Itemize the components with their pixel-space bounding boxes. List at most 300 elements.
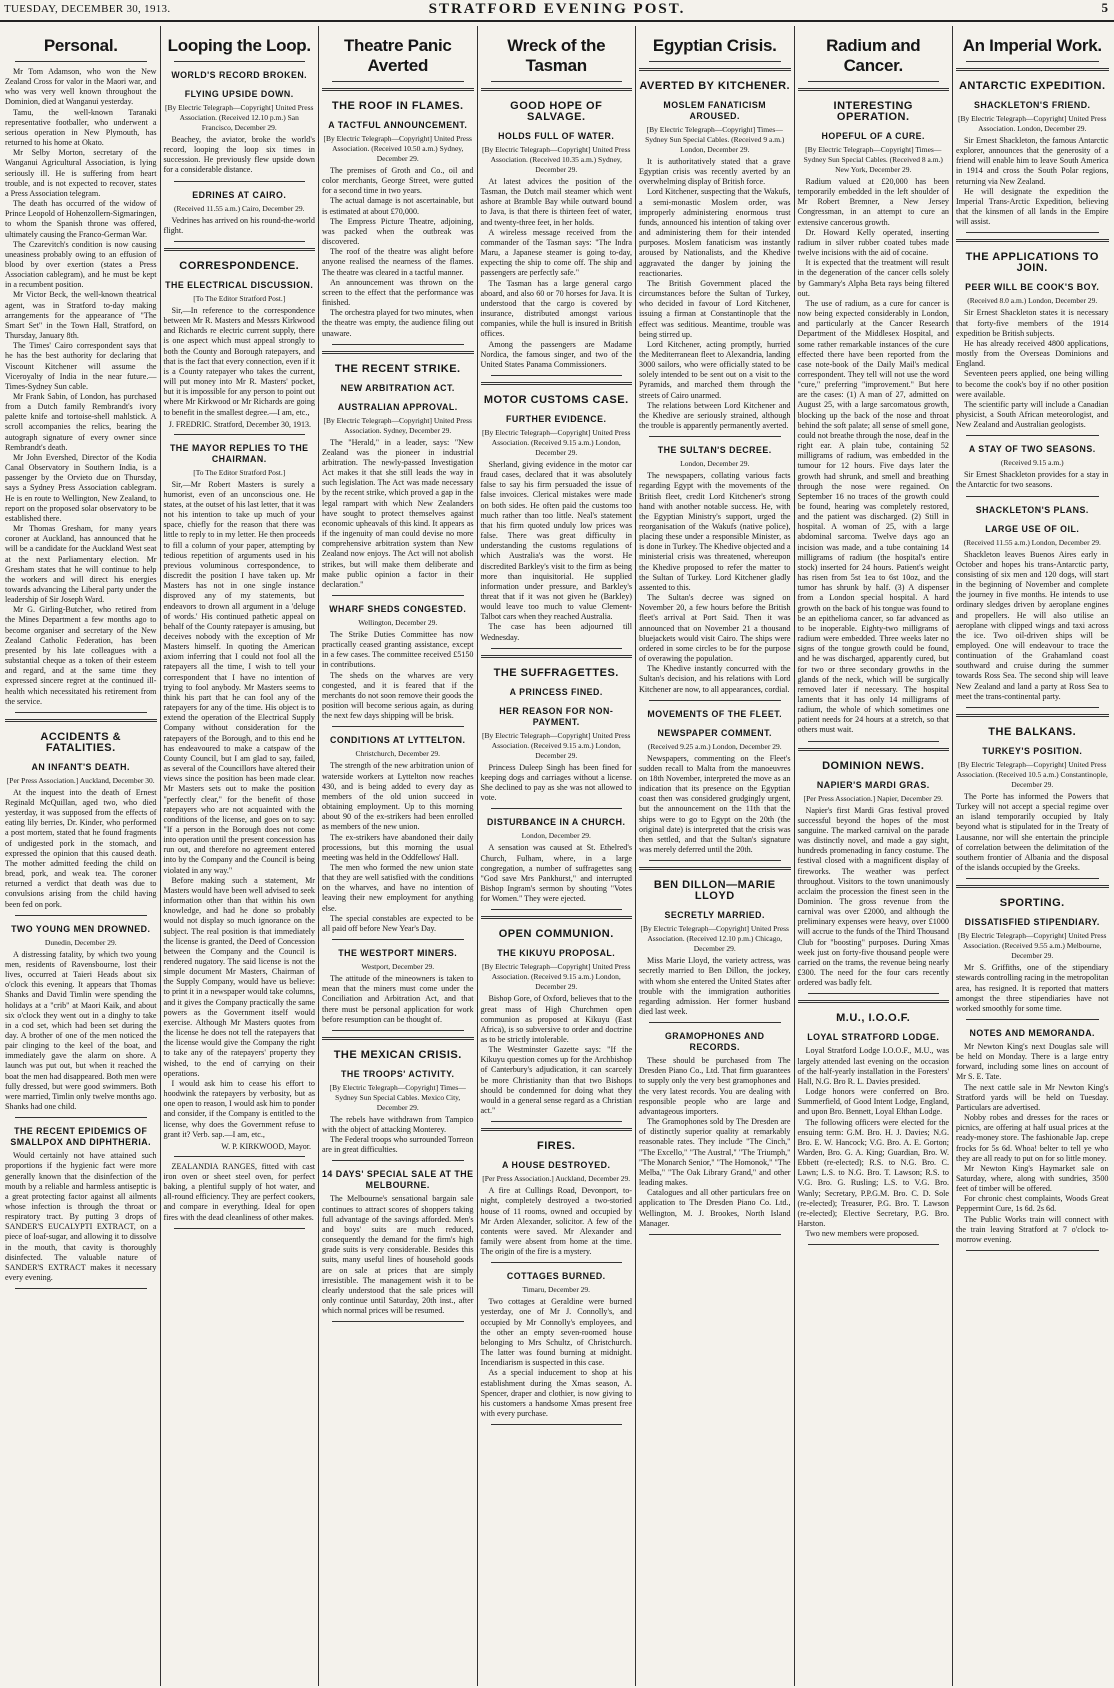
column-heading: Egyptian Crisis. xyxy=(652,36,777,55)
news-story xyxy=(956,917,1109,1020)
dateline: [By Electric Telegraph—Copyright] United Press Association. (Received 9.15 a.m.) London, December 29. xyxy=(482,730,631,760)
divider xyxy=(649,61,781,62)
news-story xyxy=(322,402,474,596)
divider xyxy=(491,1424,623,1425)
dateline: [By Electric Telegraph—Copyright] Times—Sydney Sun Special Cables. (Received 9 a.m.) London, December 29. xyxy=(645,125,785,154)
paragraph: For chronic chest complaints, Woods Great Peppermint Cure, 1s 6d. 2s 6d. xyxy=(956,1194,1109,1214)
story-headline: FIRES. xyxy=(537,1140,576,1153)
news-story xyxy=(639,728,791,862)
divider xyxy=(649,1234,781,1235)
paragraph: A distressing fatality, by which two young men, residents of Ravensbourne, lost their lives, occurred at Taieri Heads about six o'clock this evening. It appears that Thomas Shanks and David Timlin were spending the holidays at a "crib" at Maori Kaik, and about six o'clock they went out in a dinghy to take in a cod set, which had been set during the day. A brother of one of the men noticed the pair clinging to the keel of the boat, and immediately gave the alarm on shore. A launch was put out, but when it reached the boat the men had disappeared. Both men were fully dressed, but were good swimmers. Both were married, Timlin only twelve months ago. Shanks had one child. xyxy=(5,949,157,1112)
paragraph: The British Government placed the circumstances before the Sultan of Turkey, who decided in favour of Lord Kitchener, issuing a firman at Constantinople that the effect was seditious. Meantime, trouble was being stirred up. xyxy=(639,278,791,339)
divider xyxy=(332,344,464,345)
paragraph: The following officers were elected for the ensuing term: G.M. Bro. H. J. Davies; N.G. Bro. E. W. Hancock; V.G. Bro. A. E. Gorton; Warden, Bro. G. A. King; Guardian, Bro. W. Ebbett (re-elected); R.S. to N.G. Bro. C. Lawn; L.S. to N.G. Bro. T. Lawson; R.S. to V.G. Bro. G. Rusling; L.S. to V.G. Bro. Wanly; Secretary, P.P.G.M. Bro. C. D. Sole (re-elected); Treasurer, P.G. Bro. T. Lawson (re-elected); Elective Secretary, P.G. Bro. Harston. xyxy=(797,1117,949,1229)
news-story xyxy=(481,817,633,910)
paragraph: Mr Frank Sabin, of London, has purchased from a Dutch family Rembrandt's ivory palette knife and tortoise-shell mahlstick. A scroll accompanies the relics, bearing the autograph signature of every owner since Rembrandt's death. xyxy=(5,392,157,452)
story-headline: THE ELECTRICAL DISCUSSION. xyxy=(165,279,314,290)
paragraph: Sir Ernest Shackleton, the famous Antarctic explorer, announces that the generosity of a friend will enable him to leave South America in 1914 and cross the South Polar regions, returning via New Zealand. xyxy=(956,136,1109,186)
divider xyxy=(639,867,791,870)
paragraph: Lord Kitchener, suspecting that the Wakufs, a semi-monastic Moslem order, was improperly administering enormous trust funds, announced his intention of taking over and administering them for their intended purposes. Moslem fanaticism was instantly aroused by Nationalists, and the Khedive aggravated the danger by joining the reactionaries. xyxy=(639,187,791,278)
divider xyxy=(481,916,633,919)
news-story xyxy=(164,1162,316,1229)
dateline: [By Electric Telegraph—Copyright] United Press Association. (Received 9.55 a.m.) Melbourne, December 29. xyxy=(958,931,1107,961)
divider xyxy=(798,1000,950,1003)
story-headline: BEN DILLON—MARIE LLOYD xyxy=(653,879,776,903)
news-story xyxy=(164,443,316,1157)
paragraph: Nobby robes and dresses for the races or picnics, are offering at half usual prices at the ready-money store. The fashionable Jap. crepe frocks for 5s 6d. Whoa! belter to tell ye who they are all ready to put on for so little money. xyxy=(956,1113,1109,1163)
news-story xyxy=(164,89,316,182)
news-story xyxy=(956,1028,1109,1251)
divider xyxy=(332,1321,464,1322)
paragraph: ZEALANDIA RANGES, fitted with cast iron oven or sheet steel oven, for perfect baking, a plentiful supply of hot water, and all-round efficiency. They are perfect cookers, and compare in everything. Ideal for open fires with the dead cleanliness of other makes. xyxy=(163,1161,315,1222)
paragraph: A wireless message received from the commander of the Tasman says: "The Indra Maru, a Japanese steamer is going to-day, expecting the ship to come off. The ship and passengers are perfectly safe." xyxy=(480,227,632,278)
paragraph: Napier's first Mardi Gras festival proved successful beyond the hopes of the most sanguine. The marked carnival on the parade was distinctly novel, and made a gay sight, hundreds promenading in fancy costume. The festival closed with a magnificent display of fireworks. The weather was perfect throughout. Visitors to the town unanimously acclaim the procession the finest seen in the Dominion. The gross revenue from the carnival was over £2000, and although the preliminary expenses were heavy, over £1000 will accrue to the funds of the Third Thousand Club for "boosting" purposes. During Xmas week just on forty-five thousand people were carried on the trams, the revenue being nearly £300. The need for the four cars recently ordered was badly felt. xyxy=(797,805,949,988)
story-headline: A TACTFUL ANNOUNCEMENT. xyxy=(328,120,468,130)
divider xyxy=(332,939,464,940)
paragraph: The premises of Groth and Co., oil and color merchants, George Street, were gutted for a second time in two years. xyxy=(322,166,474,196)
dateline: [By Electric Telegraph—Copyright] United Press Association. (Received 10.50 a.m.) Sydney, December 29. xyxy=(323,134,472,163)
news-story xyxy=(639,100,791,437)
story-headline: THE SULTAN'S DECREE. xyxy=(657,445,772,456)
column-heading: Wreck of the Tasman xyxy=(507,36,606,75)
paragraph: The "Herald," in a leader, says: "New Zealand was the pioneer in industrial arbitration. The newly-passed Investigation Act makes it that she still leads the way in such legislation. The Act was made necessary by the recent strike, which proved a gap in the legal rampart with which New Zealanders have sought to protect themselves against economic upheavals of this kind. It appears as if the ingenuity of man could devise no more comprehensive arbitration system than New Zealand now enjoys. The Act will not abolish strikes, but will make them deliberate and make public opinion a factor in their declaration." xyxy=(322,437,474,589)
paragraph: Sherland, giving evidence in the motor car fraud cases, declared that it was absolutely false to say his firm persuaded the issue of false invoices. Clerical mistakes were made on both sides. He often paid the customs too much rather than too little. Neal's statement that his firm quoted unduly low prices was false. There was great difficulty in understanding the customs regulations of which Australia's was the worst. He discredited Barkley's visit to the firm as being more than inquisitorial. He supplied information under pressure, and Barkley's threat that if it was not given he (Barkley) would leave too much to value Clement-Talbot cars when they reached Australia. xyxy=(480,459,632,622)
story-headline: SHACKLETON'S PLANS. xyxy=(975,504,1089,515)
news-story xyxy=(481,88,633,123)
story-headline: WORLD'S RECORD BROKEN. xyxy=(171,70,308,80)
news-story xyxy=(956,885,1109,909)
paragraph: The attitude of the mineowners is taken to mean that the miners must come under the Conciliation and Arbitration Act, and that there must be personal application for work before resumption can be thought of. xyxy=(322,974,474,1024)
divider xyxy=(332,81,464,82)
divider xyxy=(174,434,306,435)
dateline: (Received 8.0 a.m.) London, December 29. xyxy=(967,296,1098,306)
divider xyxy=(491,648,623,649)
columns-container xyxy=(2,26,1112,1686)
dateline: Timaru, December 29. xyxy=(522,1285,591,1295)
paragraph: The rebels have withdrawn from Tampico with the object of attacking Monterey. xyxy=(322,1114,474,1134)
paragraph: The men who formed the new union state that they are well satisfied with the conditions on the wharves, and have no intention of leaving their new employment for anything else. xyxy=(322,862,474,913)
story-headline: ANTARCTIC EXPEDITION. xyxy=(958,80,1106,92)
story-headline: DISTURBANCE IN A CHURCH. xyxy=(487,817,626,828)
news-story xyxy=(164,190,316,242)
dateline: Wellington, December 29. xyxy=(358,618,438,627)
story-headline: NEWSPAPER COMMENT. xyxy=(657,727,772,738)
paragraph: Mr John Evershed, Director of the Kodia Canal Observatory in Southern India, is a passenger by the Orvieto due on Thursday, says a Sydney Press Association cablegram. He is en route to Wellington, New Zealand, to report on the proposed solar observatory to be established there. xyxy=(5,452,157,523)
news-story xyxy=(956,444,1109,496)
news-story xyxy=(322,735,474,940)
paragraph: The Sultan's decree was signed on November 20, a few hours before the British fleet's arrival at Port Said. Then it was announced that on November 21 a thousand bluejackets would visit Cairo. The ships were ordered in some circles to be for the purpose of overawing the population. xyxy=(639,593,791,664)
dateline: Westport, December 29. xyxy=(361,962,435,972)
divider xyxy=(164,248,316,251)
story-headline: CORRESPONDENCE. xyxy=(179,259,300,272)
news-story xyxy=(481,655,633,679)
news-story xyxy=(956,524,1109,708)
story-headline: M.U., I.O.O.F. xyxy=(836,1012,911,1025)
story-headline: FLYING UPSIDE DOWN. xyxy=(184,89,294,99)
news-story xyxy=(481,1160,633,1263)
news-column xyxy=(2,26,161,1686)
story-headline: INTERESTING OPERATION. xyxy=(833,100,913,123)
signature: J. FREDRIC. Stratford, December 30, 1913. xyxy=(168,419,311,429)
news-story xyxy=(481,131,633,376)
paragraph: Miss Marie Lloyd, the variety actress, was secretly married to Ben Dillon, the jockey, with whom she entered the United States after trouble with the immigration authorities regarding admission. Her former husband died last week. xyxy=(639,956,791,1016)
news-story xyxy=(164,280,316,435)
story-headline: THE APPLICATIONS TO JOIN. xyxy=(965,251,1099,275)
divider xyxy=(15,712,147,713)
story-headline: HER REASON FOR NON-PAYMENT. xyxy=(499,705,614,727)
paragraph: An announcement was thrown on the screen to the effect that the performance was finished. xyxy=(322,277,474,308)
paragraph: The Westminster Gazette says: "If the Kikuyu question comes up for the Archbishop of Canterbury's adjudication, it can scarcely be more Christianity than that two Bishops should be condemned for doing what they would in a general sense regard as a Christian act." xyxy=(480,1045,632,1116)
divider xyxy=(966,435,1099,436)
divider xyxy=(481,88,633,91)
news-story xyxy=(798,780,950,995)
news-story xyxy=(956,100,1109,233)
dateline: [By Electric Telegraph—Copyright] United Press Association. London, December 29. xyxy=(958,114,1107,133)
story-headline: THE BALKANS. xyxy=(988,725,1077,738)
paragraph: Beachey, the aviator, broke the world's record, looping the loop six times in succession. He previously flew upside down for a considerable distance. xyxy=(163,135,315,175)
story-headline: ACCIDENTS & FATALITIES. xyxy=(40,730,122,754)
paragraph: A sensation was caused at St. Ethelred's Church, Fulham, where, in a large congregation, a number of suffragettes sang "God save Mrs Pankhurst," and interrupted Bishop Ingram's sermon by shouting "Votes for Women." They were ejected. xyxy=(480,843,632,904)
story-headline: A STAY OF TWO SEASONS. xyxy=(968,444,1096,455)
news-story xyxy=(639,709,791,720)
divider xyxy=(966,707,1099,708)
paragraph: Mr Thomas Gresham, for many years coroner at Auckland, has announced that he will be a candidate for the Auckland West seat at the next Parliamentary election. Mr Gresham states that he will continue to help the workers and will direct his energies towards advancing the Liberal party under the leadership of Sir Joseph Ward. xyxy=(5,524,157,605)
paragraph: He has already received 4800 applications, mostly from the Overseas Dominions and England. xyxy=(956,338,1109,369)
divider xyxy=(649,436,781,437)
divider xyxy=(808,1244,940,1245)
news-column xyxy=(636,26,795,1686)
divider xyxy=(966,232,1099,233)
news-story xyxy=(322,1037,474,1061)
paragraph: Loyal Stratford Lodge I.O.O.F., M.U., was largely attended last evening on the occasion of the half-yearly installation in the Foresters' Hall, N.G. Bro R. L. Davies presided. xyxy=(797,1046,949,1086)
dateline: [Per Press Association.] Napier, December 29. xyxy=(803,793,943,803)
paragraph: A fire at Cullings Road, Devonport, to-night, completely destroyed a two-storied house of 11 rooms, owned and occupied by Mr Arden Alexander, solicitor. A few of the contents were saved. Mr Alexander and family were absent from home at the time. The origin of the fire is a mystery. xyxy=(480,1186,632,1257)
divider xyxy=(808,993,940,994)
news-story xyxy=(798,1032,950,1245)
paragraph: Lord Kitchener, acting promptly, hurried the Mediterranean fleet to Alexandria, landing 3000 sailors, who were officially stated to be solely intended to be sent out on a visit to the Pyramids, and marched them through the streets of Cairo unarmed. xyxy=(639,339,791,400)
story-headline: A PRINCESS FINED. xyxy=(509,686,603,697)
paragraph: Seventeen peers applied, one being willing to become the cook's boy if no other position were available. xyxy=(956,369,1109,399)
dateline: [Per Press Association.] Auckland, December 30. xyxy=(6,775,155,785)
paragraph: Mr Victor Beck, the well-known theatrical agent, was in Stratford to-day making arrangements for the appearance of "The Smart Set" in the Town Hall, Stratford, on Thursday, January 8th. xyxy=(5,290,157,341)
divider xyxy=(798,748,950,751)
divider xyxy=(491,808,623,809)
story-headline: THE RECENT STRIKE. xyxy=(334,362,461,375)
dateline: [By Electric Telegraph—Copyright] Times—Sydney Sun Special Cables. (Received 8 a.m.) New York, December 29. xyxy=(803,145,943,174)
news-story xyxy=(639,867,791,902)
news-column xyxy=(953,26,1112,1686)
story-headline: FURTHER EVIDENCE. xyxy=(506,413,607,424)
news-story xyxy=(481,948,633,1122)
news-story xyxy=(639,1031,791,1235)
story-headline: GOOD HOPE OF SALVAGE. xyxy=(510,100,603,123)
paragraph: The death has occurred of the widow of Prince Leopold of Hohenzollern-Sigmaringen, to whom the Spanish throne was offered, ultimately causing the Franco-German War. xyxy=(5,199,157,239)
paragraph: The actual damage is not ascertainable, but is estimated at about £70,000. xyxy=(322,196,474,216)
story-headline: THE TROOPS' ACTIVITY. xyxy=(341,1068,455,1079)
page-number: 5 xyxy=(1101,0,1108,15)
story-headline: AVERTED BY KITCHENER. xyxy=(639,80,791,92)
paragraph: The strength of the new arbitration union of waterside workers at Lyttelton now reaches 430, and is being added to every day as members of the old union succeed in obtaining employment. Up to this morning about 90 of the ex-strikers had been enrolled as members of the new union. xyxy=(322,761,474,832)
paragraph: Lodge honors were conferred on Bro. Summerfield, of Good Intent Lodge, England, and upon Bro. Bennett, Loyal Elthan Lodge. xyxy=(797,1087,949,1117)
dateline: [By Electric Telegraph—Copyright] United Press Association. (Received 10.35 a.m.) Sydney, December 29. xyxy=(482,145,631,174)
paragraph: Dr. Howard Kelly operated, inserting radium in silver rubber coated tubes made twelve incisions with the aid of cocaine. xyxy=(797,227,949,258)
paragraph: It is authoritatively stated that a grave Egyptian crisis was recently averted by an overwhelming display of British force. xyxy=(639,157,791,187)
news-story xyxy=(322,604,474,727)
paragraph: Mr Tom Adamson, who won the New Zealand Cross for valor in the Maori war, and who was very well known throughout the Dominion, died at Wanganui yesterday. xyxy=(5,67,157,107)
news-story xyxy=(164,248,316,272)
divider xyxy=(966,878,1099,879)
story-headline: CONDITIONS AT LYTTELTON. xyxy=(330,735,466,746)
divider xyxy=(174,241,306,242)
paragraph: The Strike Duties Committee has now practically ceased granting assistance, except in a few cases. The committee received £5150 in contributions. xyxy=(322,630,474,670)
story-headline: SHACKLETON'S FRIEND. xyxy=(973,100,1091,110)
news-story xyxy=(956,505,1109,516)
story-headline: THE SUFFRAGETTES. xyxy=(493,666,619,679)
news-story xyxy=(956,714,1109,738)
divider xyxy=(808,81,940,82)
story-headline: THE KIKUYU PROPOSAL. xyxy=(497,948,616,959)
paragraph: At latest advices the position of the Tasman, the Dutch mail steamer which went ashore at Bramble Bay while outward bound to Java, is that there is thirteen feet of water, and twenty-three feet, in her holds. xyxy=(480,177,632,227)
paragraph: The Gramophones sold by The Dresden are of distinctly superior quality at remarkably reasonable rates. They include "The Cinch," "The Excello," "The Austral," "The Triumph," "The Monarch Senior," "The Homonok," "The Melba," "The Oak Library Grand," and other leading makes. xyxy=(639,1117,791,1188)
story-headline: SPORTING. xyxy=(999,897,1065,910)
divider xyxy=(481,382,633,385)
paragraph: The next cattle sale in Mr Newton King's Stratford yards will be held on Tuesday. Particulars are advertised. xyxy=(956,1082,1109,1112)
story-headline: THE MEXICAN CRISIS. xyxy=(333,1048,462,1061)
news-story xyxy=(322,1069,474,1162)
story-headline: THE MAYOR REPLIES TO THE CHAIRMAN. xyxy=(169,442,309,464)
story-headline: MOTOR CUSTOMS CASE. xyxy=(483,393,629,406)
dateline: Dunedin, December 29. xyxy=(44,937,117,947)
divider xyxy=(649,860,781,861)
news-story xyxy=(5,762,157,916)
story-headline: HOLDS FULL OF WATER. xyxy=(498,131,615,141)
paragraph: Radium valued at £20,000 has been temporarily embedded in the left shoulder of Mr Robert Bremner, a New Jersey Congressman, in an attempt to cure an extensive cancerous growth. xyxy=(797,177,949,227)
paragraph: Princess Duleep Singh has been fined for keeping dogs and carriages without a license. She declined to pay as she was not allowed to vote. xyxy=(480,762,632,803)
news-story xyxy=(5,719,157,754)
paragraph: At the inquest into the death of Ernest Reginald McQuillan, aged two, who died yesterday, it was supposed from the effects of eating lily berries, Dr. Kinder, who performed a post mortem, stated that he found fragments of undigested pork in the stomach, and expressed the opinion that this caused death. The mother admitted feeding the child on bread, pork, and weak tea. The coroner returned a verdict that death was due to convulsions arising from the child having been fed on pork. xyxy=(5,787,157,909)
divider xyxy=(15,915,147,916)
divider xyxy=(322,88,474,91)
column-heading: Personal. xyxy=(43,36,118,55)
story-headline: TURKEY'S POSITION. xyxy=(982,745,1083,756)
news-story xyxy=(639,68,791,92)
divider xyxy=(798,88,950,91)
news-column xyxy=(161,26,320,1686)
divider xyxy=(174,181,306,182)
news-story xyxy=(956,239,1109,274)
news-story xyxy=(322,948,474,1031)
story-headline: A HOUSE DESTROYED. xyxy=(502,1160,611,1171)
divider xyxy=(649,1022,781,1023)
news-story xyxy=(5,924,157,1119)
news-story xyxy=(322,351,474,375)
story-headline: AUSTRALIAN APPROVAL. xyxy=(337,401,458,412)
dateline: [Per Press Association.] Auckland, December 29. xyxy=(482,1174,631,1184)
paragraph: The scientific party will include a Canadian physicist, a South African meteorologist, and New Zealand and Australian geologists. xyxy=(956,399,1109,430)
divider xyxy=(15,1117,147,1118)
dateline: [By Electric Telegraph—Copyright] United Press Association. (Received 10.5 a.m.) Constantinople, December 29. xyxy=(956,759,1108,789)
dateline: [To The Editor Stratford Post.] xyxy=(193,293,286,303)
paragraph: The newspapers, collating various facts regarding Egypt with the movements of the British fleet, credit Lord Kitchener's strong hand with another notable success. He, with the Egyptian Ministry's support, urged the reorganisation of the Wakufs (native police), placing these under a responsible Minister, as is done in Turkey. The Khedive objected and a ministerial crisis was threatened, whereupon the Khedive proposed to refer the matter to the Sultan of Turkey. Lord Kitchener gladly assented to this. xyxy=(639,471,791,592)
dateline: [To The Editor Stratford Post.] xyxy=(193,467,286,477)
paragraph: Before making such a statement, Mr Masters would have been well advised to seek information other than that within his own knowledge, and had he done so probably would not display so much ignorance on the subject. The real position is that immediately the license is granted, the Deed of Concession between the Company and the Council is rendered nugatory. The said license is not the simple document Mr Masters, Chairman of the Supply Company, would have us believe: to print it in a newspaper would take columns, and it gives the Company practically the same powers as the Government itself would exercise. Although Mr Masters quotes from the license he does not tell the ratepayers that the license would give the Company the right to take any of the ratepayers' property they wished, to the end of carrying on their operations. xyxy=(163,875,315,1078)
news-story xyxy=(956,68,1109,92)
divider xyxy=(481,655,633,658)
paragraph: The Public Works train will connect with the train leaving Stratford at 7 o'clock to-morrow evening. xyxy=(956,1214,1109,1244)
news-story xyxy=(798,748,950,772)
divider xyxy=(15,61,147,62)
story-headline: AN INFANT'S DEATH. xyxy=(31,761,130,772)
story-headline: OPEN COMMUNION. xyxy=(498,928,614,941)
story-headline: NOTES AND MEMORANDA. xyxy=(969,1027,1095,1038)
paragraph: The case has been adjourned till Wednesday. xyxy=(480,622,632,642)
paragraph: Tamu, the well-known Taranaki representative footballer, who underwent a serious operation in New Plymouth, has returned to his home at Okato. xyxy=(5,107,157,148)
story-headline: LOYAL STRATFORD LODGE. xyxy=(807,1032,940,1043)
divider xyxy=(15,1288,147,1289)
paragraph: The orchestra played for two minutes, when the theatre was empty, the audience filing out unaware. xyxy=(322,308,474,338)
paragraph: Mr G. Girling-Butcher, who retired from the Mines Department a few months ago to become organiser and secretary of the New Zealand Catholic Federation, has been presented by his late colleagues with a substantial cheque as a token of their esteem and regard, and at the same time they expressed sincere regret at the continued ill-health which necessitated his retirement from the service. xyxy=(5,605,157,706)
paragraph: The Empress Picture Theatre, adjoining, was packed when the outbreak was discovered. xyxy=(322,216,474,247)
dateline: (Received 9.15 a.m.) xyxy=(1000,458,1064,468)
paragraph: The Times' Cairo correspondent says that he has the best authority for declaring that Viscount Kitchener will assume the Viceroyalty of India in the near future.—Times-Sydney Sun cable. xyxy=(5,341,157,391)
news-story xyxy=(5,67,157,713)
paragraph: The Federal troops who surrounded Torreon are in great difficulties. xyxy=(322,1135,474,1155)
paragraph: Sir Ernest Shackleton states it is necessary that forty-five members of the 1914 expedition be British subjects. xyxy=(956,308,1109,338)
paragraph: Two cottages at Geraldine were burned yesterday, one of Mr J. Connolly's, and occupied by Mr Connolly's employees, and the other an empty seven-roomed house belonging to Mrs Schultz, of Christchurch. The latter was found burning at midnight. Incendiarism is suspected in this case. xyxy=(480,1297,632,1368)
news-story xyxy=(956,746,1109,879)
divider xyxy=(966,61,1099,62)
divider xyxy=(174,1228,306,1229)
dateline: Christchurch, December 29. xyxy=(355,749,441,759)
dateline: [By Electric Telegraph—Copyright] United Press Association. (Received 12.10 p.m.) San Francisco, December 29. xyxy=(165,103,314,132)
story-headline: MOVEMENTS OF THE FLEET. xyxy=(647,708,783,719)
paragraph: The Czarevitch's condition is now causing uneasiness probably owing to an effusion of blood by over exertion (states a Press Association cablegram), and he must be kept in a recumbent position. xyxy=(5,239,157,290)
news-story xyxy=(322,383,474,394)
divider xyxy=(332,595,464,596)
news-story xyxy=(5,1126,157,1289)
dateline: [By Electric Telegraph—Copyright] United Press Association. (Received 12.10 p.m.) Chicago, December 29. xyxy=(640,924,789,954)
story-headline: THE ROOF IN FLAMES. xyxy=(331,100,464,112)
story-headline: 14 DAYS' SPECIAL SALE AT THE MELBOURNE. xyxy=(322,1169,474,1191)
dateline: [By Electric Telegraph—Copyright] United Press Association. (Received 9.15 a.m.) London, December 29. xyxy=(482,427,631,457)
divider xyxy=(332,1030,464,1031)
news-story xyxy=(639,910,791,1023)
paragraph: He will designate the expedition the Imperial Trans-Arctic Expedition, believing that the kinsmen of all lands in the Empire will assist. xyxy=(956,186,1109,227)
paragraph: The Porte has informed the Powers that Turkey will not accept a special regime over an island temporarily occupied by Italy beyond what is stipulated for in the Treaty of Lausanne, nor will she entertain the principle of correlation between the delimitation of the southern frontier of Albania and the disposal of the islands occupied by the Greeks. xyxy=(956,791,1109,873)
dateline: (Received 9.25 a.m.) London, December 29. xyxy=(647,741,782,751)
story-headline: DOMINION NEWS. xyxy=(822,759,925,772)
divider xyxy=(639,68,791,71)
news-story xyxy=(481,414,633,649)
news-story xyxy=(481,916,633,940)
paragraph: It is expected that the treatment will result in the degeneration of the cancer cells solely by Gammary's Alpha Beta rays being filtered out. xyxy=(797,258,949,298)
paragraph: The roof of the theatre was alight before anyone realised the nearness of the flames. The theatre was cleared in a tactful manner. xyxy=(322,247,474,277)
paragraph: The Khedive instantly concurred with the Sultan's decision, and his relations with Lord Kitchener are now, to all appearances, cordial. xyxy=(639,664,791,694)
paragraph: The special constables are expected to be all paid off before New Year's Day. xyxy=(322,913,474,933)
paragraph: Catalogues and all other particulars free on application to The Dresden Piano Co. Ltd., Wellington, M. J. Brookes, North Island Manager. xyxy=(639,1188,791,1228)
story-headline: PEER WILL BE COOK'S BOY. xyxy=(965,282,1100,293)
divider xyxy=(332,726,464,727)
paragraph: Bishop Gore, of Oxford, believes that to the great mass of High Churchmen open communion as proposed at Kikuyu (East Africa), is so subversive to order and doctrine as to be strictly intolerable. xyxy=(480,994,632,1044)
column-heading: Looping the Loop. xyxy=(167,36,311,55)
paragraph: Vedrines has arrived on his round-the-world flight. xyxy=(163,215,315,235)
paragraph: The sheds on the wharves are very congested, and it is feared that if the merchants do not soon remove their goods the position will become serious again, as during the next few days shipping will be brisk. xyxy=(322,670,474,721)
divider xyxy=(956,239,1109,242)
dateline: (Received 11.55 a.m.) Cairo, December 29. xyxy=(173,203,305,213)
paragraph: Sir,—Mr Robert Masters is surely a humorist, even of an unconscious one. He states, at the outset of his last letter, that it was not his intention to take up much of your space, chiefly for the reason that there was little to reply to in my letter. He then proceeds to fill a column of your paper, attempting by tedious repetition of arguments used in his previous voluminous correspondence, to discredit the position I have taken up. Mr Masters has not in one single instance disproved any of my statements, but endeavors to drown all argument in a 'deluge of words.' His continued pathetic appeal on behalf of the County ratepayer is amusing, but deceives nobody with the exception of Mr Masters himself. In quoting the American axiom inferring that I could not fool all the ratepayers all the time, I wish to tell your correspondent that I have no intention of trying to fool anybody. Mr Masters seems to think his part that he can fool any of the ratepayers for any of the time. His object is to extend the operation of the Electrical Supply Company without consideration for the ratepayers of the Borough, and to this end he has endeavoured to make a catspaw of the County Council, but I am glad to say, failed, as several of the Councillors have altered their views since the position has been made clear. Mr Masters sets out to make the position "perfectly clear," for the benefit of those ratepayers who are not acquainted with the conditions of the license, and goes on to say: "If a person in the Borough does not come into operation until the present concession has run out, and therefore no agreement entered into by the Company and the Council is being violated in any way." xyxy=(163,479,315,875)
story-headline: COTTAGES BURNED. xyxy=(506,1271,606,1282)
divider xyxy=(956,714,1109,717)
divider xyxy=(174,61,306,62)
paragraph: Sir Ernest Shackleton provides for a stay in the Antarctic for two seasons. xyxy=(956,470,1109,490)
news-column xyxy=(795,26,954,1686)
paragraph: The Melbourne's sensational bargain sale continues to attract scores of shoppers taking full advantage of the savings afforded. Men's and boys' suits are much reduced, consequently the demand for the firm's high grade suits is very considerable. Besides this suits, many useful lines of household goods are on sale at prices that are simply irresistible. The management wish it to be clearly understood that the sale prices will only continue until Saturday, 20th inst., after which normal prices will be resumed. xyxy=(322,1194,474,1316)
story-headline: HOPEFUL OF A CURE. xyxy=(821,131,925,141)
news-story xyxy=(322,1169,474,1322)
news-story xyxy=(798,88,950,123)
news-story xyxy=(481,382,633,406)
divider xyxy=(322,351,474,354)
paragraph: Among the passengers are Madame Nordica, the famous singer, and two of the United States Panama Commissioners. xyxy=(480,339,632,369)
story-headline: MOSLEM FANATICISM AROUSED. xyxy=(663,100,767,121)
paragraph: Mr S. Griffiths, one of the stipendiary stewards controlling racing in the metropolitan area, has resigned. It is reported that matters amongst the three stipendiaries have not worked smoothly for some time. xyxy=(956,963,1109,1013)
story-headline: NAPIER'S MARDI GRAS. xyxy=(816,779,930,790)
paragraph: As a special inducement to shop at his establishment during the Xmas season, A. Spencer, draper and clothier, is now giving to his customers a handsome Xmas present free with every purchase. xyxy=(480,1368,632,1419)
dateline: London, December 29. xyxy=(521,831,591,841)
story-headline: SECRETLY MARRIED. xyxy=(664,910,765,921)
news-column xyxy=(478,26,637,1686)
dateline: London, December 29. xyxy=(680,459,750,469)
news-story xyxy=(639,445,791,700)
paragraph: The Tasman has a large general cargo aboard, and also 60 or 70 horses for Java. It is understood that the cargo is covered by insurance, distributed amongst various companies, while the hull is insured in British offices. xyxy=(480,278,632,339)
divider xyxy=(491,1121,623,1122)
news-story xyxy=(956,282,1109,436)
divider xyxy=(491,1262,623,1263)
paragraph: I would ask him to cease his effort to hoodwink the ratepayers by verbosity, but as one open to reason, I would ask him to ponder and consider, if the Company is entitled to the license, why does the Government refuse to grant it? Verb. sap.—I am, etc., xyxy=(163,1078,315,1139)
paragraph: Mr Newton King's Haymarket sale on Saturday, where, along with sundries, 3500 feet of timber will be offered. xyxy=(956,1163,1109,1194)
news-story xyxy=(481,1271,633,1425)
news-story xyxy=(481,706,633,810)
story-headline: THE RECENT EPIDEMICS OF SMALLPOX AND DIPHTHERIA. xyxy=(10,1126,152,1148)
paragraph: The ex-strikers have abandoned their daily processions, but this morning the usual meeting was held in the Oddfellows' Hall. xyxy=(322,832,474,862)
divider xyxy=(966,1019,1099,1020)
column-heading: An Imperial Work. xyxy=(962,36,1102,55)
dateline: [By Electric Telegraph—Copyright] United Press Association. Sydney, December 29. xyxy=(323,415,472,435)
newspaper-title: STRATFORD EVENING POST. xyxy=(428,1,686,17)
paragraph: Two new members were proposed. xyxy=(805,1229,919,1239)
divider xyxy=(322,1037,474,1040)
divider xyxy=(5,719,157,722)
paragraph: Sir,—In reference to the correspondence between Mr R. Masters and Messrs Kirkwood and Richards re electric current supply, there is one aspect which must appeal strongly to both the County and Borough ratepayers, and that is the fact that every connection, even if it is a County ratepayer who takes the current, will put money into Mr R. Masters' pocket, but it is impossible for any person to point out where Mr Kirkwood or Mr Richards are going to benefit in the smallest degree.—I am, etc., xyxy=(163,305,315,417)
dateline: (Received 11.55 a.m.) London, December 29. xyxy=(963,537,1101,547)
divider xyxy=(491,375,623,376)
story-headline: NEW ARBITRATION ACT. xyxy=(340,382,455,393)
paragraph: Would certainly not have attained such proportions if the hygienic fact were more generally known that the disinfection of the mouth by a reliable and harmless antiseptic is a great protecting factor against all ailments whose infection is through the throat or respiratory tract. By putting 3 drops of SANDER'S EUCALYPTI EXTRACT, on a piece of loaf-sugar, and allowing it to dissolve in the mouth, that cavity is thoroughly disinfected. The valuable nature of SANDER'S EXTRACT makes it necessary every evening. xyxy=(5,1151,157,1283)
column-heading: Theatre Panic Averted xyxy=(343,36,452,75)
story-headline: GRAMOPHONES AND RECORDS. xyxy=(664,1031,765,1053)
paragraph: Newspapers, commenting on the Fleet's sudden recall to Malta from the manoeuvres on 18th November, interpreted the move as an indication that its presence on the Egyptian coast then was considered grudgingly urgent, but the announcement on the 11th that the ships were to go to Egypt on the 20th (the original date) is interpreted that the crisis was then settled, and that the Sultan's signature was merely deferred until the 20th. xyxy=(639,753,791,855)
divider xyxy=(808,741,940,742)
paragraph: These should be purchased from The Dresden Piano Co., Ltd. That firm guarantees to supply only the very best gramophones and the very latest records. You are dealing with responsible people who are large and advantageous importers. xyxy=(639,1056,791,1116)
divider xyxy=(649,700,781,701)
paragraph: The use of radium, as a cure for cancer is now being expected considerably in London, and particularly at the Cancer Research Department of the Middlesex Hospital, and some rather remarkable instances of the cure effected there have been reported from the case note-book of the Daily Mail's medical correspondent. They tell will not use the word "cure," preferring "improvement." But here are the cases: (1) A man of 27, admitted on August 25, with a large sarcomatous growth, blocking up the back of the nose and throat behind the soft palate; all sense of smell gone, could not breathe through the nose, deaf in the right ear. A plain tube, containing 52 milligrams of radium, was embedded in the tumour for 12 hours. Five days later the growth had shrunk, and smell and breathing through the nose were regained. On September 16 no traces of the growth could be found, hearing was completely restored, and the patient was discharged. (2) Still in hospital. A woman of 25, with a large abdominal sarcoma. Twelve days ago an incision was made, and a tube containing 14 milligrams of radium (the hospital's entire stock) inserted for 24 hours. Patient's weight has risen from 5st 1ea to 6st 10oz, and the tumor has shrunk by half. (3) A dispenser from a London special hospital. A hard growth on the back of his tongue was found to be an epithelioma cancer, so far advanced as to be inoperable. Eighty-two milligrams of radium were embedded. Three weeks later no signs of the tongue growth could be found, and he was discharged, apparently cured, but for two or three secondary growths in the glands of the neck, which will be surgically removed later if necessary. The hospital laments that it has only 14 milligrams of radium, the whole of which sometimes one patient needs for 24 hours at a stretch, so that others must wait. xyxy=(797,298,949,735)
divider xyxy=(174,1156,306,1157)
dateline: [By Electric Telegraph—Copyright] United Press Association. (Received 9.15 a.m.) London, December 29. xyxy=(482,962,631,992)
story-headline: TWO YOUNG MEN DROWNED. xyxy=(11,923,151,934)
issue-date: TUESDAY, DECEMBER 30, 1913. xyxy=(4,3,171,15)
dateline: [By Electric Telegraph—Copyright] Times—Sydney Sun Special Cables. Mexico City, December 29. xyxy=(329,1082,466,1112)
story-headline: LARGE USE OF OIL. xyxy=(985,523,1080,534)
